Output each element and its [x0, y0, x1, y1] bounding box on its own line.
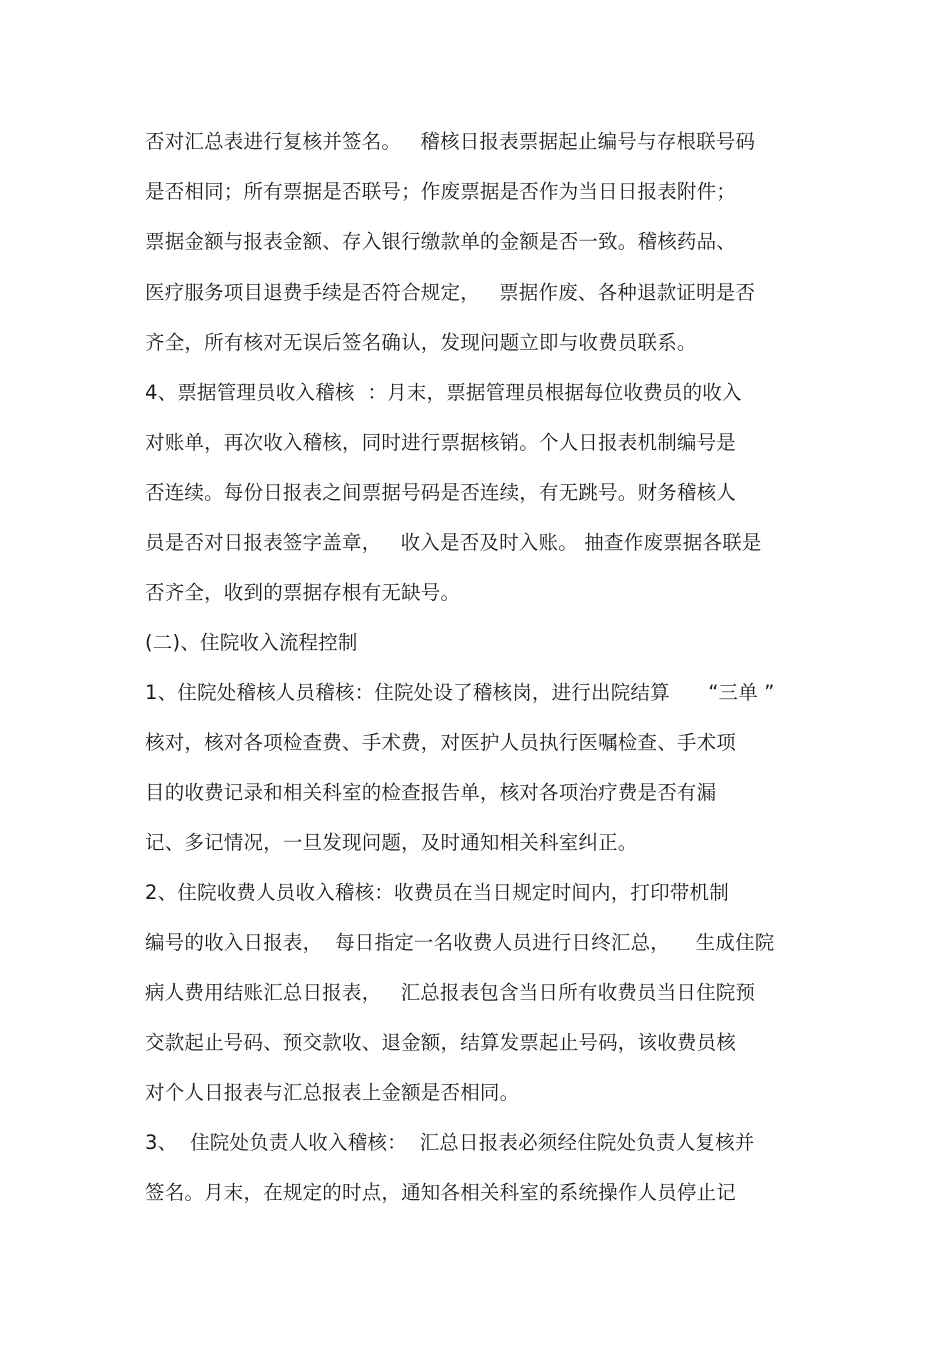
text-line: 2、住院收费人员收入稽核：收费员在当日规定时间内，打印带机制	[145, 881, 729, 904]
text-line: 4、票据管理员收入稽核 ：月末，票据管理员根据每位收费员的收入	[145, 381, 742, 404]
text-line: 医疗服务项目退费手续是否符合规定， 票据作废、各种退款证明是否	[145, 281, 756, 304]
text-line: 员是否对日报表签字盖章， 收入是否及时入账。 抽查作废票据各联是	[145, 531, 762, 554]
text-line: 交款起止号码、预交款收、退金额，结算发票起止号码，该收费员核	[145, 1031, 737, 1054]
section-heading: (二)、住院收入流程控制	[145, 631, 358, 654]
text-line: 签名。月末，在规定的时点，通知各相关科室的系统操作人员停止记	[145, 1181, 737, 1204]
text-line: 齐全，所有核对无误后签名确认，发现问题立即与收费员联系。	[145, 331, 697, 354]
text-line: 3、 住院处负责人收入稽核： 汇总日报表必须经住院处负责人复核并	[145, 1131, 755, 1154]
text-line: 记、多记情况，一旦发现问题，及时通知相关科室纠正。	[145, 831, 638, 854]
text-line: 核对，核对各项检查费、手术费，对医护人员执行医嘱检查、手术项	[145, 731, 737, 754]
text-line: 是否相同；所有票据是否联号；作废票据是否作为当日日报表附件；	[145, 180, 737, 203]
text-line: 编号的收入日报表， 每日指定一名收费人员进行日终汇总， 生成住院	[145, 931, 775, 954]
text-line: 对账单，再次收入稽核，同时进行票据核销。个人日报表机制编号是	[145, 431, 737, 454]
text-line: 否对汇总表进行复核并签名。 稽核日报表票据起止编号与存根联号码	[145, 130, 756, 153]
text-line: 对个人日报表与汇总报表上金额是否相同。	[145, 1081, 520, 1104]
text-line: 目的收费记录和相关科室的检查报告单，核对各项治疗费是否有漏	[145, 781, 717, 804]
text-line: 1、住院处稽核人员稽核：住院处设了稽核岗，进行出院结算 “三单 ”	[145, 681, 775, 704]
text-line: 病人费用结账汇总日报表， 汇总报表包含当日所有收费员当日住院预	[145, 981, 756, 1004]
text-line: 否齐全，收到的票据存根有无缺号。	[145, 581, 461, 604]
text-line: 票据金额与报表金额、存入银行缴款单的金额是否一致。稽核药品、	[145, 230, 737, 253]
text-line: 否连续。每份日报表之间票据号码是否连续，有无跳号。财务稽核人	[145, 481, 737, 504]
